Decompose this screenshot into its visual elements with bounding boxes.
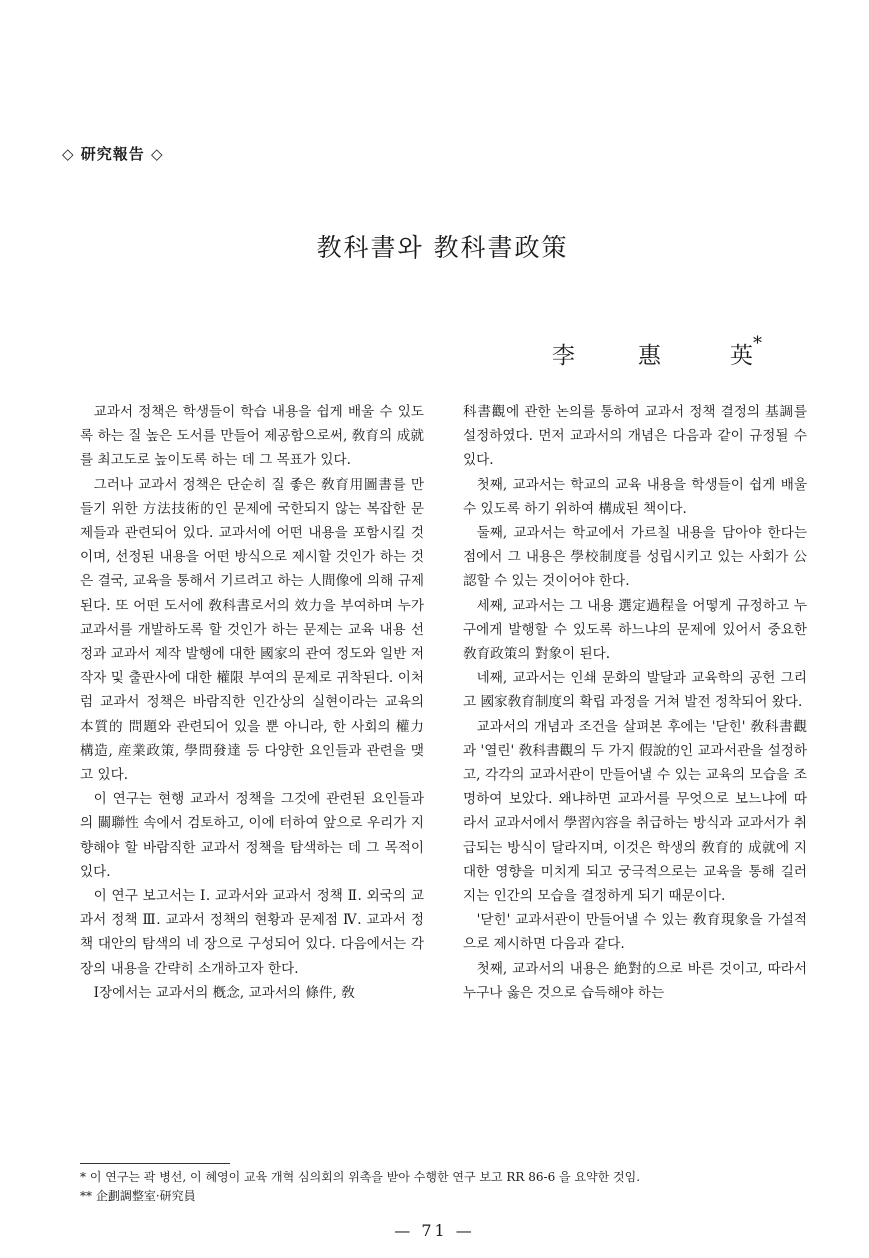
paragraph: 교과서 정책은 학생들이 학습 내용을 쉽게 배울 수 있도록 하는 질 높은 도서를 만들어 제공함으로써, 敎育의 成就를 최고도로 높이도록 하는 데 그 목표가 있다.	[80, 404, 424, 469]
paragraph: 둘째, 교과서는 학교에서 가르칠 내용을 담아야 한다는 점에서 그 내용은 學校制度를 성립시키고 있는 사회가 公認할 수 있는 것이어야 한다.	[463, 525, 807, 590]
paragraph: 이 연구는 현행 교과서 정책을 그것에 관련된 요인들과의 關聯性 속에서 검토하고, 이에 터하여 앞으로 우리가 지향해야 할 바람직한 교과서 정책을 탐색하는 데 그 목적이 있다.	[80, 791, 424, 880]
section-label: ◇ 研究報告 ◇	[62, 145, 164, 163]
footnote-1: * 이 연구는 곽 병선, 이 혜영이 교육 개혁 심의회의 위촉을 받아 수행한 연구 보고 RR 86-6 을 요약한 것임.	[80, 1170, 641, 1184]
paragraph: 이 연구 보고서는 Ⅰ. 교과서와 교과서 정책 Ⅱ. 외국의 교과서 정책 Ⅲ. 교과서 정책의 현황과 문제점 Ⅳ. 교과서 정책 대안의 탐색의 네 장으로 구성되어 있다. 다음에서는 각 장의 내용을 간략히 소개하고자 한다.	[80, 888, 424, 977]
footnote-divider	[80, 1163, 230, 1164]
page-number: — 71 —	[394, 1221, 475, 1240]
paragraph: '닫힌' 교과서관이 만들어낼 수 있는 敎育現象을 가설적으로 제시하면 다음과 같다.	[463, 912, 807, 953]
article-title: 教科書와 教科書政策	[316, 233, 569, 262]
author-char-1: 李	[552, 343, 575, 369]
paragraph: 첫째, 교과서의 내용은 絶對的으로 바른 것이고, 따라서 누구나 옳은 것으로 습득해야 하는	[463, 960, 807, 1001]
paragraph: Ⅰ장에서는 교과서의 槪念, 교과서의 條件, 敎	[93, 984, 355, 1001]
left-column	[80, 400, 424, 1005]
right-column	[463, 400, 807, 1005]
author-char-2: 惠	[638, 343, 661, 369]
author-char-3: 英	[730, 343, 753, 369]
author-footnote-mark: *	[753, 333, 762, 354]
paragraph: 교과서의 개념과 조건을 살펴본 후에는 '닫힌' 敎科書觀과 '열린' 敎科書觀의 두 가지 假說的인 교과서관을 설정하고, 각각의 교과서관이 만들어낼 수 있는 교육의 모습을 조명하여 보았다. 왜냐하면 교과서를 무엇으로 보느냐에 따라서 교과서에서 學習內容을 취급하는 방식과 교과서가 취급되는 방식이 달라지며, 이것은 학생의 敎育的 成就에 지대한 영향을 미치게 되고 궁극적으로는 교육을 통해 길러지는 인간의 모습을 결정하게 되기 때문이다.	[463, 718, 807, 905]
paragraph-continued: 科書觀에 관한 논의를 통하여 교과서 정책 결정의 基調를 설정하였다. 먼저 교과서의 개념은 다음과 같이 규정될 수 있다.	[463, 404, 807, 469]
footnotes	[80, 1168, 820, 1206]
paragraph: 그러나 교과서 정책은 단순히 질 좋은 敎育用圖書를 만들기 위한 方法技術的인 문제에 국한되지 않는 복잡한 문제들과 관련되어 있다. 교과서에 어떤 내용을 포함시킬 것이며, 선정된 내용을 어떤 방식으로 제시할 것인가 하는 것은 결국, 교육을 통해서 기르려고 하는 人間像에 의해 규제된다. 또 어떤 도서에 敎科書로서의 效力을 부여하며 누가 교과서를 개발하도록 할 것인가 하는 문제는 교육 내용 선정과 교과서 제작 발행에 대한 國家의 관여 정도와 일반 저작자 및 출판사에 대한 權限 부여의 문제로 귀착된다. 이처럼 교과서 정책은 바람직한 인간상의 실현이라는 교육의 本質的 問題와 관련되어 있을 뿐 아니라, 한 사회의 權力構造, 産業政策, 學問發達 등 다양한 요인들과 관련을 맺고 있다.	[80, 476, 424, 784]
paragraph: 첫째, 교과서는 학교의 교육 내용을 학생들이 쉽게 배울 수 있도록 하기 위하여 構成된 책이다.	[463, 476, 807, 517]
footnote-2: ** 企劃調整室·研究員	[80, 1189, 196, 1203]
paragraph: 세째, 교과서는 그 내용 選定過程을 어떻게 규정하고 누구에게 발행할 수 있도록 하느냐의 문제에 있어서 중요한 敎育政策의 對象이 된다.	[463, 597, 807, 663]
paragraph: 네째, 교과서는 인쇄 문화의 발달과 교육학의 공헌 그리고 國家敎育制度의 확립 과정을 거쳐 발전 정착되어 왔다.	[463, 670, 807, 711]
